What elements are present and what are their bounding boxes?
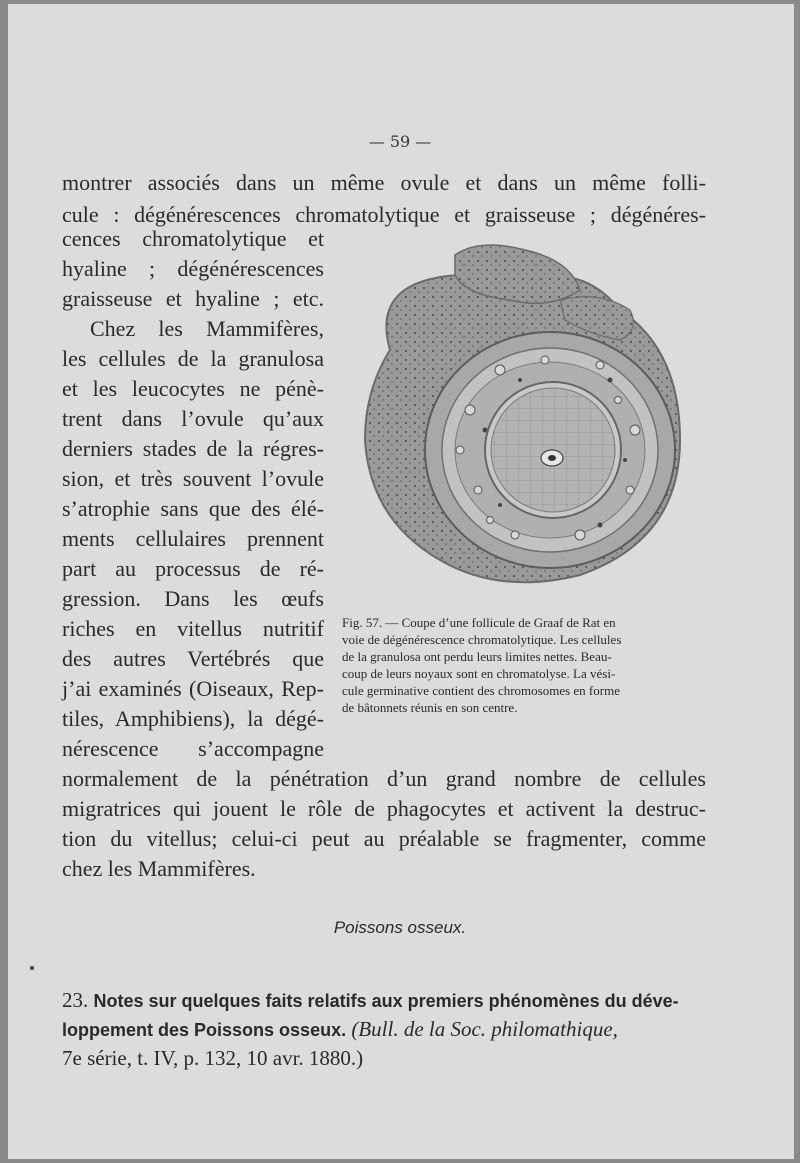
text-line: les cellules de la granulosa: [62, 346, 324, 371]
text-line: s’atrophie sans que des élé-: [62, 496, 324, 521]
text-line: et les leucocytes ne pénè-: [62, 376, 324, 401]
page-number: — 59 —: [368, 132, 432, 151]
entry-citation: (Bull. de la Soc. philomathique,: [351, 1017, 618, 1041]
text-line: hyaline ; dégénérescences: [62, 256, 324, 281]
text-line: cule : dégénérescences chromatolytique et graisseuse ; dégénéres-: [62, 202, 706, 227]
text-line: gression. Dans les œufs: [62, 586, 324, 611]
entry-line: [62, 1043, 708, 1073]
margin-dot: [30, 966, 34, 970]
entry-title: Notes sur quelques faits relatifs aux premiers phénomènes du déve-: [93, 991, 679, 1011]
text-line: nérescence s’accompagne: [62, 736, 324, 761]
caption-line: cule germinative contient des chromosomes en forme: [342, 683, 620, 698]
text-line: riches en vitellus nutritif: [62, 616, 324, 641]
text-line: graisseuse et hyaline ; etc.: [62, 286, 324, 311]
text-line: chez les Mammifères.: [62, 856, 256, 881]
figure-caption: [342, 614, 706, 716]
text-line: tion du vitellus; celui-ci peut au préalable se fragmenter, comme: [62, 826, 706, 851]
caption-line: de la granulosa ont perdu leurs limites nettes. Beau-: [342, 649, 612, 664]
text-line: des autres Vertébrés que: [62, 646, 324, 671]
text-line: montrer associés dans un même ovule et dans un même folli-: [62, 170, 706, 195]
text-line: normalement de la pénétration d’un grand nombre de cellules: [62, 766, 706, 791]
text-line: migratrices qui jouent le rôle de phagocytes et activent la destruc-: [62, 796, 706, 821]
entry-citation: 7e série, t. IV, p. 132, 10 avr. 1880.): [62, 1046, 364, 1070]
caption-line: Fig. 57. — Coupe d’une follicule de Graaf de Rat en: [342, 615, 616, 630]
follicle-illustration: [350, 240, 710, 610]
caption-line: coup de leurs noyaux sont en chromatolyse. La vési-: [342, 666, 616, 681]
text-line: part au processus de ré-: [62, 556, 324, 581]
entry-line: [62, 1014, 708, 1045]
caption-line: voie de dégénérescence chromatolytique. Les cellules: [342, 632, 622, 647]
text-line: trent dans l’ovule qu’aux: [62, 406, 324, 431]
text-line: Chez les Mammifères,: [90, 316, 324, 341]
entry-line: [62, 985, 708, 1016]
text-line: derniers stades de la régres-: [62, 436, 324, 461]
entry-number: 23.: [62, 988, 89, 1012]
text-line: cences chromatolytique et: [62, 226, 324, 251]
text-line: j’ai examinés (Oiseaux, Rep-: [62, 676, 324, 701]
text-line: sion, et très souvent l’ovule: [62, 466, 324, 491]
entry-title: loppement des Poissons osseux.: [62, 1020, 347, 1040]
text-line: ments cellulaires prennent: [62, 526, 324, 551]
text-line: tiles, Amphibiens), la dégé-: [62, 706, 324, 731]
caption-line: de bâtonnets réunis en son centre.: [342, 700, 518, 715]
section-title: Poissons osseux.: [333, 918, 467, 937]
